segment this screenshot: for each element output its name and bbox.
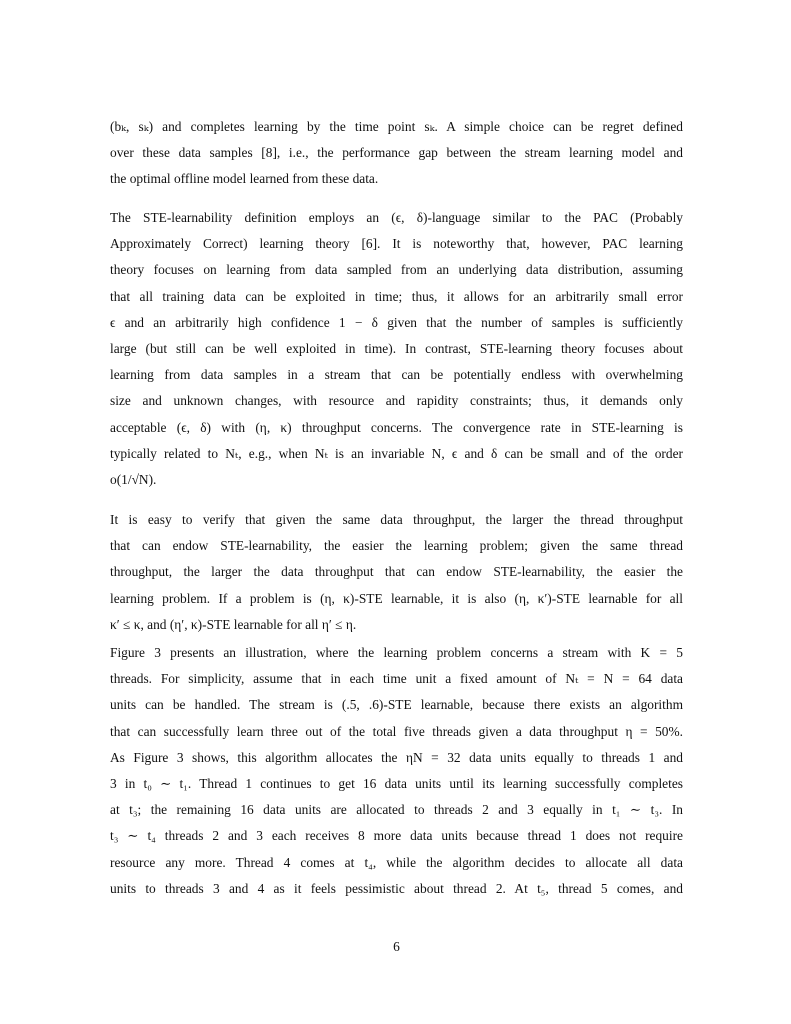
text-line: typically related to Nₜ, e.g., when Nₜ is an invariable N, ϵ and δ can be small and of the order [110,445,683,461]
text-line: ϵ and an arbitrarily high confidence 1 − δ given that the number of samples is sufficiently [110,314,683,330]
text-line: threads. For simplicity, assume that in each time unit a fixed amount of Nₜ = N = 64 data [110,671,683,687]
text-line: It is easy to verify that given the same data throughput, the larger the thread throughput [110,512,683,527]
text-line: size and unknown changes, with resource and rapidity constraints; thus, it demands only [110,393,683,409]
paragraph-throughput-monotonicity [110,507,683,638]
text-line: o(1/√N). [110,471,157,487]
text-line: that all training data can be exploited in time; thus, it allows for an arbitrarily small error [110,288,683,304]
page-number: 6 [393,939,400,954]
text-line: t₃ ∼ t₄ threads 2 and 3 each receives 8 more data units because thread 1 does not require [110,828,683,844]
text-line: units to threads 3 and 4 as it feels pessimistic about thread 2. At t₅, thread 5 comes, and [110,880,683,896]
text-line: The STE-learnability definition employs an (ϵ, δ)-language similar to the PAC (Probably [110,210,683,225]
text-line: (bₖ, sₖ) and completes learning by the time point sₖ. A simple choice can be regret defined [110,119,683,134]
text-line: 3 in t₀ ∼ t₁. Thread 1 continues to get 16 data units until its learning successfully completes [110,775,683,791]
paragraph-regret-definition [110,114,683,193]
text-line: throughput, the larger the data throughput that can endow STE-learnability, the easier the [110,564,683,580]
text-line: Figure 3 presents an illustration, where the learning problem concerns a stream with K = 5 [110,645,683,660]
text-line: acceptable (ϵ, δ) with (η, κ) throughput concerns. The convergence rate in STE-learning is [110,419,683,435]
paragraph-figure3-illustration [110,640,683,902]
text-line: at t₃; the remaining 16 data units are allocated to threads 2 and 3 equally in t₁ ∼ t₃. In [110,802,683,818]
text-line: that can successfully learn three out of the total five threads given a data throughput η = 50%. [110,723,683,739]
text-line: theory focuses on learning from data sampled from an underlying data distribution, assuming [110,262,683,278]
text-line: learning problem. If a problem is (η, κ)-STE learnable, it is also (η, κ′)-STE learnable for all [110,590,683,606]
text-line: κ′ ≤ κ, and (η′, κ)-STE learnable for all η′ ≤ η. [110,616,357,632]
text-line: over these data samples [8], i.e., the performance gap between the stream learning model and [110,145,683,161]
text-line: As Figure 3 shows, this algorithm allocates the ηN = 32 data units equally to threads 1 and [110,749,683,765]
text-line: Approximately Correct) learning theory [6]. It is noteworthy that, however, PAC learning [110,236,683,252]
text-line: that can endow STE-learnability, the easier the learning problem; given the same thread [110,538,683,554]
text-line: resource any more. Thread 4 comes at t₄, while the algorithm decides to allocate all data [110,854,683,870]
paragraph-pac-comparison [110,205,683,493]
text-line: the optimal offline model learned from these data. [110,171,379,187]
text-line: units can be handled. The stream is (.5, .6)-STE learnable, because there exists an algorithm [110,697,683,713]
text-line: learning from data samples in a stream that can be potentially endless with overwhelming [110,367,683,383]
text-line: large (but still can be well exploited in time). In contrast, STE-learning theory focuses about [110,340,683,356]
